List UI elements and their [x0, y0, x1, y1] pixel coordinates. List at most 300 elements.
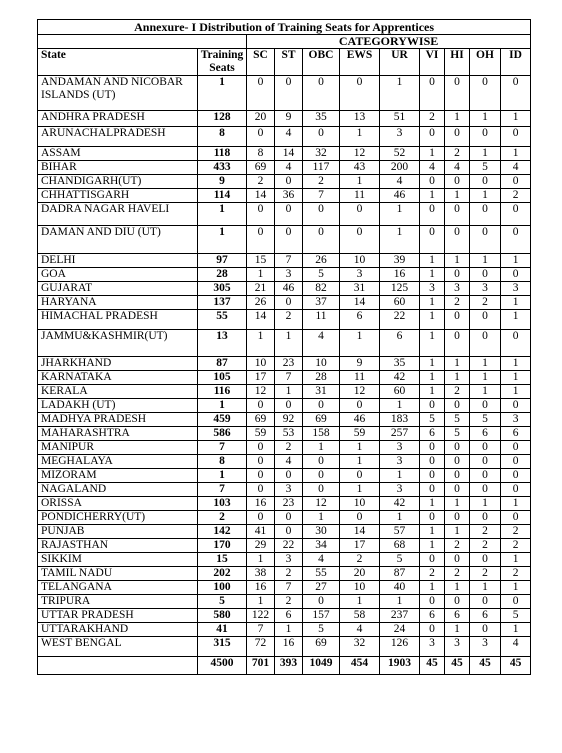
cell-sc: 1	[247, 595, 275, 609]
cell-oh: 1	[470, 581, 501, 595]
cell-hi: 1	[445, 581, 470, 595]
cell-ews: 10	[340, 497, 380, 511]
cell-id: 2	[501, 567, 531, 581]
cell-state: GOA	[38, 268, 198, 282]
total-hi: 45	[445, 657, 470, 675]
table-row	[38, 483, 531, 497]
cell-hi: 0	[445, 441, 470, 455]
cell-ur: 5	[380, 553, 420, 567]
table-row	[38, 525, 531, 539]
cell-id: 3	[501, 413, 531, 427]
cell-vi: 4	[420, 161, 445, 175]
cell-id: 1	[501, 371, 531, 385]
cell-st: 4	[275, 127, 303, 147]
cell-vi: 1	[420, 254, 445, 268]
cell-hi: 1	[445, 189, 470, 203]
table-row	[38, 175, 531, 189]
cell-ews: 1	[340, 483, 380, 497]
cell-hi: 6	[445, 609, 470, 623]
table-row	[38, 310, 531, 330]
cell-oh: 1	[470, 357, 501, 371]
cell-ur: 3	[380, 483, 420, 497]
cell-ews: 1	[340, 455, 380, 469]
total-oh: 45	[470, 657, 501, 675]
table-row	[38, 330, 531, 357]
cell-ur: 200	[380, 161, 420, 175]
cell-oh: 1	[470, 111, 501, 127]
cell-id: 1	[501, 296, 531, 310]
cell-ur: 1	[380, 226, 420, 254]
cell-sc: 20	[247, 111, 275, 127]
cell-st: 0	[275, 469, 303, 483]
cell-st: 14	[275, 147, 303, 161]
cell-st: 1	[275, 385, 303, 399]
cell-ur: 237	[380, 609, 420, 623]
cell-obc: 10	[303, 357, 340, 371]
cell-oh: 0	[470, 483, 501, 497]
cell-obc: 0	[303, 469, 340, 483]
cell-obc: 69	[303, 637, 340, 657]
cell-hi: 3	[445, 637, 470, 657]
cell-id: 0	[501, 203, 531, 226]
cell-ews: 12	[340, 147, 380, 161]
cell-sc: 0	[247, 441, 275, 455]
cell-id: 2	[501, 539, 531, 553]
cell-vi: 0	[420, 469, 445, 483]
cell-sc: 21	[247, 282, 275, 296]
cell-sc: 16	[247, 581, 275, 595]
cell-state: ASSAM	[38, 147, 198, 161]
cell-ews: 0	[340, 399, 380, 413]
cell-id: 0	[501, 511, 531, 525]
cell-state: HIMACHAL PRADESH	[38, 310, 198, 330]
cell-vi: 1	[420, 525, 445, 539]
table-row	[38, 413, 531, 427]
cell-training-seats: 105	[198, 371, 247, 385]
cell-vi: 1	[420, 539, 445, 553]
cell-sc: 59	[247, 427, 275, 441]
cell-st: 1	[275, 330, 303, 357]
cell-state: GUJARAT	[38, 282, 198, 296]
cell-training-seats: 586	[198, 427, 247, 441]
table-row	[38, 511, 531, 525]
cell-ews: 1	[340, 127, 380, 147]
cell-st: 92	[275, 413, 303, 427]
cell-training-seats: 7	[198, 483, 247, 497]
cell-state: MIZORAM	[38, 469, 198, 483]
cell-sc: 122	[247, 609, 275, 623]
cell-ews: 11	[340, 371, 380, 385]
cell-state: SIKKIM	[38, 553, 198, 567]
cell-vi: 1	[420, 147, 445, 161]
cell-vi: 1	[420, 296, 445, 310]
cell-ur: 6	[380, 330, 420, 357]
cell-ur: 68	[380, 539, 420, 553]
cell-hi: 0	[445, 175, 470, 189]
cell-training-seats: 137	[198, 296, 247, 310]
cell-obc: 1	[303, 511, 340, 525]
total-state	[38, 657, 198, 675]
cell-training-seats: 87	[198, 357, 247, 371]
table-row	[38, 161, 531, 175]
column-header-sc: SC	[247, 49, 275, 76]
cell-sc: 41	[247, 525, 275, 539]
cell-obc: 0	[303, 203, 340, 226]
cell-training-seats: 1	[198, 76, 247, 111]
table-row	[38, 427, 531, 441]
cell-oh: 0	[470, 469, 501, 483]
cell-obc: 0	[303, 226, 340, 254]
cell-state: MADHYA PRADESH	[38, 413, 198, 427]
header-spacer	[38, 35, 247, 49]
cell-state: CHANDIGARH(UT)	[38, 175, 198, 189]
cell-id: 0	[501, 441, 531, 455]
cell-ur: 24	[380, 623, 420, 637]
cell-vi: 1	[420, 497, 445, 511]
cell-ur: 22	[380, 310, 420, 330]
cell-vi: 6	[420, 427, 445, 441]
cell-oh: 2	[470, 567, 501, 581]
cell-hi: 0	[445, 127, 470, 147]
cell-id: 3	[501, 282, 531, 296]
cell-id: 1	[501, 310, 531, 330]
cell-vi: 0	[420, 595, 445, 609]
cell-hi: 0	[445, 76, 470, 111]
cell-ur: 1	[380, 511, 420, 525]
cell-ews: 3	[340, 268, 380, 282]
cell-sc: 69	[247, 413, 275, 427]
cell-ur: 87	[380, 567, 420, 581]
cell-hi: 0	[445, 511, 470, 525]
cell-ur: 16	[380, 268, 420, 282]
cell-id: 2	[501, 189, 531, 203]
cell-ur: 60	[380, 296, 420, 310]
cell-state: WEST BENGAL	[38, 637, 198, 657]
cell-sc: 7	[247, 623, 275, 637]
cell-st: 9	[275, 111, 303, 127]
cell-hi: 2	[445, 385, 470, 399]
cell-vi: 0	[420, 483, 445, 497]
column-header-id: ID	[501, 49, 531, 76]
cell-training-seats: 55	[198, 310, 247, 330]
totals-row	[38, 657, 531, 675]
cell-obc: 69	[303, 413, 340, 427]
cell-st: 2	[275, 310, 303, 330]
cell-vi: 0	[420, 511, 445, 525]
cell-oh: 5	[470, 413, 501, 427]
cell-id: 0	[501, 175, 531, 189]
cell-vi: 6	[420, 609, 445, 623]
cell-ews: 11	[340, 189, 380, 203]
cell-id: 1	[501, 385, 531, 399]
cell-obc: 0	[303, 127, 340, 147]
table-row	[38, 203, 531, 226]
cell-ur: 125	[380, 282, 420, 296]
table-row	[38, 539, 531, 553]
cell-ur: 257	[380, 427, 420, 441]
cell-training-seats: 1	[198, 469, 247, 483]
cell-ews: 0	[340, 76, 380, 111]
table-row	[38, 637, 531, 657]
cell-obc: 0	[303, 483, 340, 497]
table-row	[38, 282, 531, 296]
cell-state: TELANGANA	[38, 581, 198, 595]
cell-vi: 0	[420, 76, 445, 111]
cell-oh: 1	[470, 254, 501, 268]
cell-state: TAMIL NADU	[38, 567, 198, 581]
cell-training-seats: 8	[198, 127, 247, 147]
cell-oh: 0	[470, 310, 501, 330]
cell-oh: 0	[470, 455, 501, 469]
cell-id: 0	[501, 127, 531, 147]
cell-vi: 1	[420, 357, 445, 371]
cell-ews: 59	[340, 427, 380, 441]
cell-state: PONDICHERRY(UT)	[38, 511, 198, 525]
cell-state: NAGALAND	[38, 483, 198, 497]
cell-hi: 1	[445, 254, 470, 268]
cell-ews: 1	[340, 595, 380, 609]
table-row	[38, 399, 531, 413]
cell-oh: 1	[470, 147, 501, 161]
cell-hi: 1	[445, 623, 470, 637]
cell-ews: 10	[340, 254, 380, 268]
table-row	[38, 76, 531, 111]
cell-state: MEGHALAYA	[38, 455, 198, 469]
cell-id: 0	[501, 399, 531, 413]
cell-sc: 38	[247, 567, 275, 581]
cell-sc: 15	[247, 254, 275, 268]
column-header-st: ST	[275, 49, 303, 76]
cell-ews: 13	[340, 111, 380, 127]
cell-training-seats: 580	[198, 609, 247, 623]
cell-sc: 14	[247, 310, 275, 330]
cell-sc: 14	[247, 189, 275, 203]
cell-hi: 0	[445, 469, 470, 483]
cell-ur: 3	[380, 441, 420, 455]
cell-ur: 3	[380, 127, 420, 147]
cell-state: ARUNACHALPRADESH	[38, 127, 198, 147]
table-row	[38, 567, 531, 581]
cell-state: MAHARASHTRA	[38, 427, 198, 441]
cell-hi: 0	[445, 226, 470, 254]
total-ur: 1903	[380, 657, 420, 675]
cell-ur: 40	[380, 581, 420, 595]
cell-ews: 14	[340, 296, 380, 310]
cell-ews: 1	[340, 175, 380, 189]
cell-st: 1	[275, 623, 303, 637]
cell-obc: 26	[303, 254, 340, 268]
table-row	[38, 623, 531, 637]
cell-sc: 0	[247, 226, 275, 254]
cell-state: UTTAR PRADESH	[38, 609, 198, 623]
cell-ur: 1	[380, 76, 420, 111]
cell-sc: 16	[247, 497, 275, 511]
cell-training-seats: 118	[198, 147, 247, 161]
total-sc: 701	[247, 657, 275, 675]
cell-vi: 3	[420, 637, 445, 657]
cell-obc: 157	[303, 609, 340, 623]
cell-obc: 31	[303, 385, 340, 399]
cell-st: 0	[275, 203, 303, 226]
cell-hi: 5	[445, 427, 470, 441]
table-row	[38, 357, 531, 371]
cell-sc: 69	[247, 161, 275, 175]
cell-obc: 4	[303, 330, 340, 357]
cell-id: 5	[501, 609, 531, 623]
cell-oh: 2	[470, 539, 501, 553]
cell-state: RAJASTHAN	[38, 539, 198, 553]
cell-ur: 4	[380, 175, 420, 189]
cell-oh: 0	[470, 399, 501, 413]
cell-id: 0	[501, 330, 531, 357]
cell-oh: 0	[470, 595, 501, 609]
cell-oh: 5	[470, 161, 501, 175]
table-row	[38, 296, 531, 310]
cell-sc: 29	[247, 539, 275, 553]
cell-obc: 11	[303, 310, 340, 330]
cell-oh: 0	[470, 175, 501, 189]
cell-sc: 2	[247, 175, 275, 189]
cell-obc: 28	[303, 371, 340, 385]
cell-id: 1	[501, 147, 531, 161]
cell-id: 0	[501, 595, 531, 609]
table-row	[38, 455, 531, 469]
table-row	[38, 189, 531, 203]
cell-id: 0	[501, 469, 531, 483]
cell-id: 0	[501, 76, 531, 111]
cell-training-seats: 1	[198, 399, 247, 413]
cell-obc: 2	[303, 175, 340, 189]
table-row	[38, 371, 531, 385]
cell-sc: 0	[247, 76, 275, 111]
total-st: 393	[275, 657, 303, 675]
cell-vi: 0	[420, 623, 445, 637]
cell-vi: 0	[420, 553, 445, 567]
cell-hi: 5	[445, 413, 470, 427]
cell-oh: 2	[470, 296, 501, 310]
total-ews: 454	[340, 657, 380, 675]
cell-training-seats: 1	[198, 226, 247, 254]
cell-obc: 5	[303, 623, 340, 637]
cell-oh: 0	[470, 76, 501, 111]
cell-oh: 6	[470, 609, 501, 623]
cell-sc: 0	[247, 469, 275, 483]
cell-st: 16	[275, 637, 303, 657]
cell-sc: 8	[247, 147, 275, 161]
cell-sc: 0	[247, 203, 275, 226]
cell-ews: 0	[340, 226, 380, 254]
cell-training-seats: 97	[198, 254, 247, 268]
cell-st: 3	[275, 483, 303, 497]
cell-ews: 20	[340, 567, 380, 581]
cell-vi: 5	[420, 413, 445, 427]
cell-ews: 58	[340, 609, 380, 623]
cell-training-seats: 28	[198, 268, 247, 282]
cell-training-seats: 9	[198, 175, 247, 189]
cell-ews: 31	[340, 282, 380, 296]
cell-training-seats: 433	[198, 161, 247, 175]
cell-vi: 1	[420, 310, 445, 330]
cell-oh: 0	[470, 203, 501, 226]
cell-obc: 0	[303, 76, 340, 111]
cell-obc: 34	[303, 539, 340, 553]
cell-state: ANDHRA PRADESH	[38, 111, 198, 127]
cell-st: 2	[275, 567, 303, 581]
cell-obc: 1	[303, 441, 340, 455]
cell-training-seats: 7	[198, 441, 247, 455]
cell-id: 1	[501, 357, 531, 371]
cell-hi: 0	[445, 455, 470, 469]
cell-oh: 1	[470, 371, 501, 385]
cell-ews: 10	[340, 581, 380, 595]
cell-hi: 4	[445, 161, 470, 175]
cell-st: 2	[275, 595, 303, 609]
table-row	[38, 127, 531, 147]
cell-sc: 0	[247, 483, 275, 497]
cell-st: 7	[275, 371, 303, 385]
cell-sc: 0	[247, 399, 275, 413]
total-vi: 45	[420, 657, 445, 675]
table-row	[38, 469, 531, 483]
cell-st: 23	[275, 357, 303, 371]
cell-ur: 52	[380, 147, 420, 161]
table-row	[38, 553, 531, 567]
cell-id: 1	[501, 111, 531, 127]
cell-ur: 35	[380, 357, 420, 371]
cell-training-seats: 202	[198, 567, 247, 581]
cell-id: 0	[501, 268, 531, 282]
cell-hi: 1	[445, 111, 470, 127]
cell-ur: 1	[380, 469, 420, 483]
cell-st: 46	[275, 282, 303, 296]
cell-ews: 17	[340, 539, 380, 553]
cell-sc: 72	[247, 637, 275, 657]
cell-vi: 0	[420, 399, 445, 413]
seat-distribution-table	[37, 19, 531, 675]
cell-ur: 183	[380, 413, 420, 427]
cell-oh: 0	[470, 441, 501, 455]
cell-st: 0	[275, 525, 303, 539]
cell-vi: 1	[420, 330, 445, 357]
cell-state: UTTARAKHAND	[38, 623, 198, 637]
cell-id: 1	[501, 553, 531, 567]
cell-state: TRIPURA	[38, 595, 198, 609]
cell-obc: 35	[303, 111, 340, 127]
cell-id: 0	[501, 226, 531, 254]
cell-st: 2	[275, 441, 303, 455]
cell-hi: 1	[445, 357, 470, 371]
cell-oh: 2	[470, 525, 501, 539]
cell-ur: 42	[380, 497, 420, 511]
cell-training-seats: 5	[198, 595, 247, 609]
cell-obc: 5	[303, 268, 340, 282]
cell-id: 1	[501, 623, 531, 637]
cell-ur: 60	[380, 385, 420, 399]
cell-hi: 0	[445, 268, 470, 282]
cell-hi: 3	[445, 282, 470, 296]
cell-sc: 1	[247, 330, 275, 357]
cell-state: BIHAR	[38, 161, 198, 175]
cell-obc: 7	[303, 189, 340, 203]
cell-ews: 14	[340, 525, 380, 539]
cell-st: 23	[275, 497, 303, 511]
cell-vi: 1	[420, 581, 445, 595]
cell-hi: 0	[445, 553, 470, 567]
cell-training-seats: 459	[198, 413, 247, 427]
cell-state: ORISSA	[38, 497, 198, 511]
cell-hi: 0	[445, 330, 470, 357]
table-row	[38, 147, 531, 161]
